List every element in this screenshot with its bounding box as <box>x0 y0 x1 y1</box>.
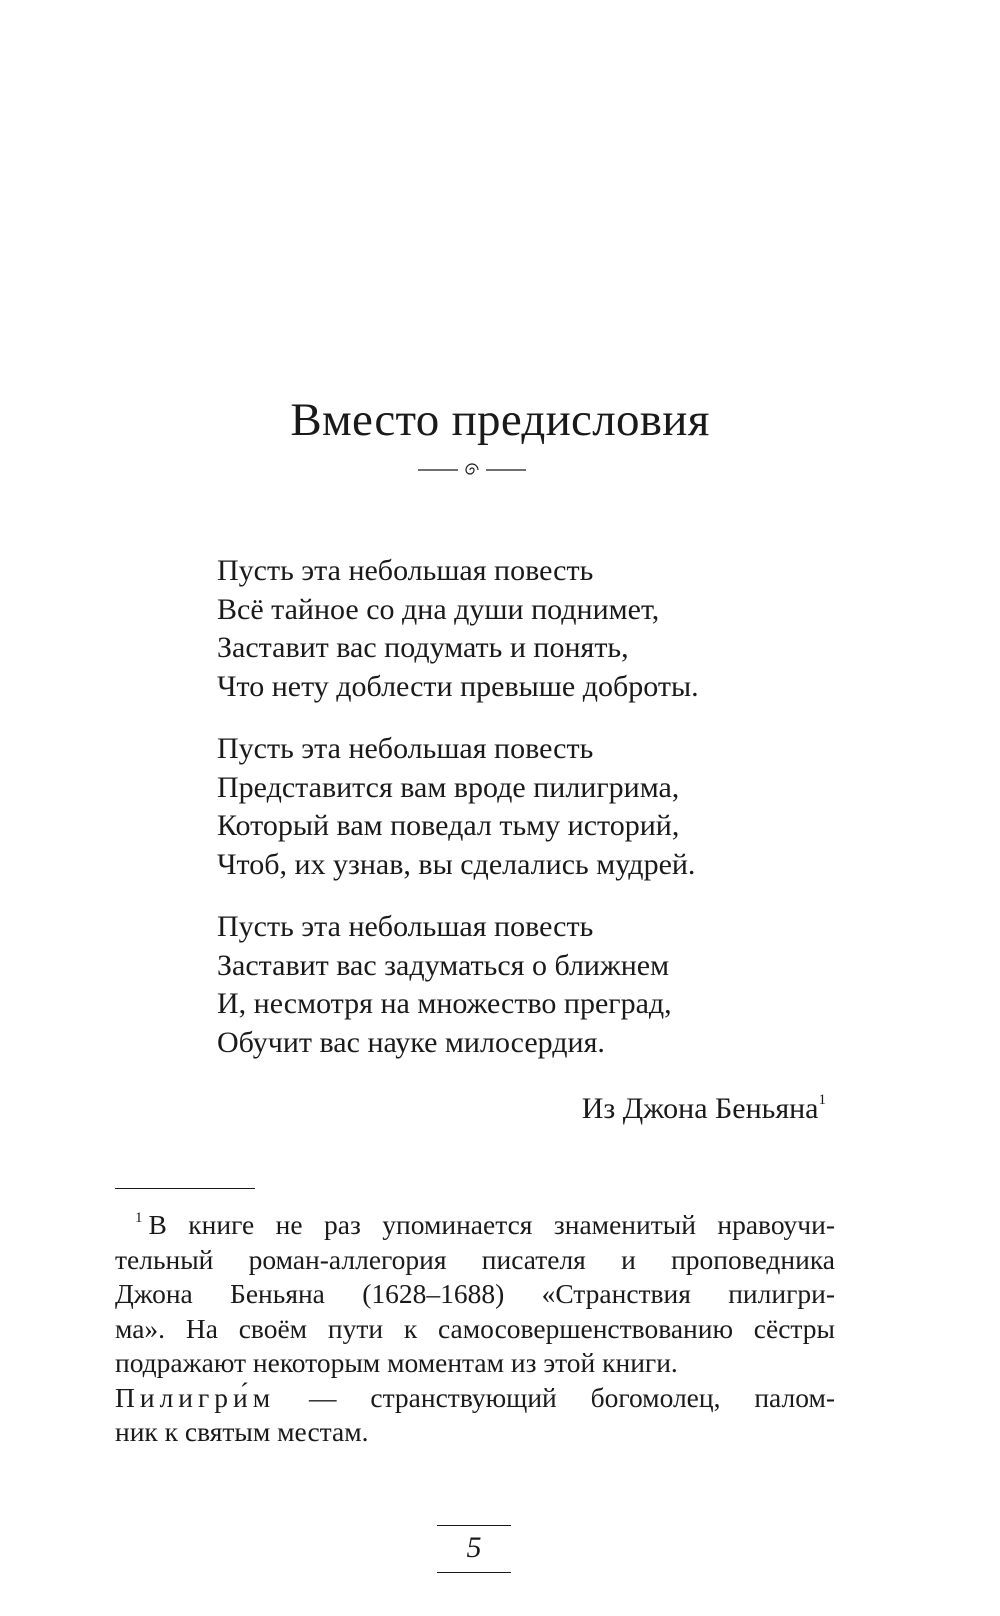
poem-line: Заставит вас задуматься о ближнем <box>217 948 670 982</box>
poem-line: Который вам поведал тьму историй, <box>217 809 680 842</box>
footnote-marker: 1 <box>135 1210 143 1226</box>
poem-line: Чтоб, их узнав, вы сделались мудрей. <box>217 847 696 881</box>
footnote-line: ник к святым местам. <box>115 1416 369 1447</box>
footnote-text: В книге не раз упоминается знаменитый нравоучи- <box>148 1209 835 1240</box>
glossary-definition: — странствующий богомолец, палом- <box>275 1381 835 1413</box>
footnote-line: тельный роман-аллегория писателя и проповедника <box>115 1243 835 1275</box>
attribution-text: Из Джона Беньяна <box>581 1092 819 1125</box>
poem-attribution <box>582 1090 826 1128</box>
poem-stanza-1 <box>217 552 837 706</box>
poem-line: Пусть эта небольшая повесть <box>217 554 594 587</box>
page-title: Вместо предисловия <box>290 394 710 446</box>
footnote-line: ма». На своём пути к самосовершенствованию сёстры <box>115 1312 835 1344</box>
footnote-line <box>115 1381 835 1416</box>
footnote-reference[interactable]: 1 <box>818 1092 826 1108</box>
footnote-divider <box>115 1188 255 1189</box>
poem-stanza-3 <box>217 908 837 1062</box>
footnote-line <box>115 1208 835 1243</box>
poem-stanza-2 <box>217 730 837 884</box>
poem-line: Обучит вас науке милосердия. <box>217 1025 605 1059</box>
poem-line: Что нету доблести превыше доброты. <box>217 669 699 703</box>
poem-line: И, несмотря на множество преград, <box>217 987 672 1020</box>
swirl-ornament-icon <box>418 462 526 478</box>
epigraph-poem <box>217 552 837 1086</box>
footnote-line: подражают некоторым моментам из этой книги. <box>115 1347 678 1378</box>
poem-line: Пусть эта небольшая повесть <box>217 910 594 943</box>
poem-line: Представится вам вроде пилигрима, <box>217 770 680 804</box>
poem-line: Пусть эта небольшая повесть <box>217 732 594 765</box>
poem-line: Всё тайное со дна души поднимет, <box>217 592 660 626</box>
page-number: 5 <box>466 1531 482 1564</box>
page-number-rule-top <box>437 1525 511 1526</box>
page-number-rule-bottom <box>437 1572 511 1573</box>
poem-line: Заставит вас подумать и понять, <box>217 631 629 664</box>
glossary-term: Пилигри́м <box>115 1381 276 1413</box>
footnote <box>115 1208 835 1450</box>
footnote-line: Джона Беньяна (1628–1688) «Странствия пилигри- <box>115 1278 835 1309</box>
